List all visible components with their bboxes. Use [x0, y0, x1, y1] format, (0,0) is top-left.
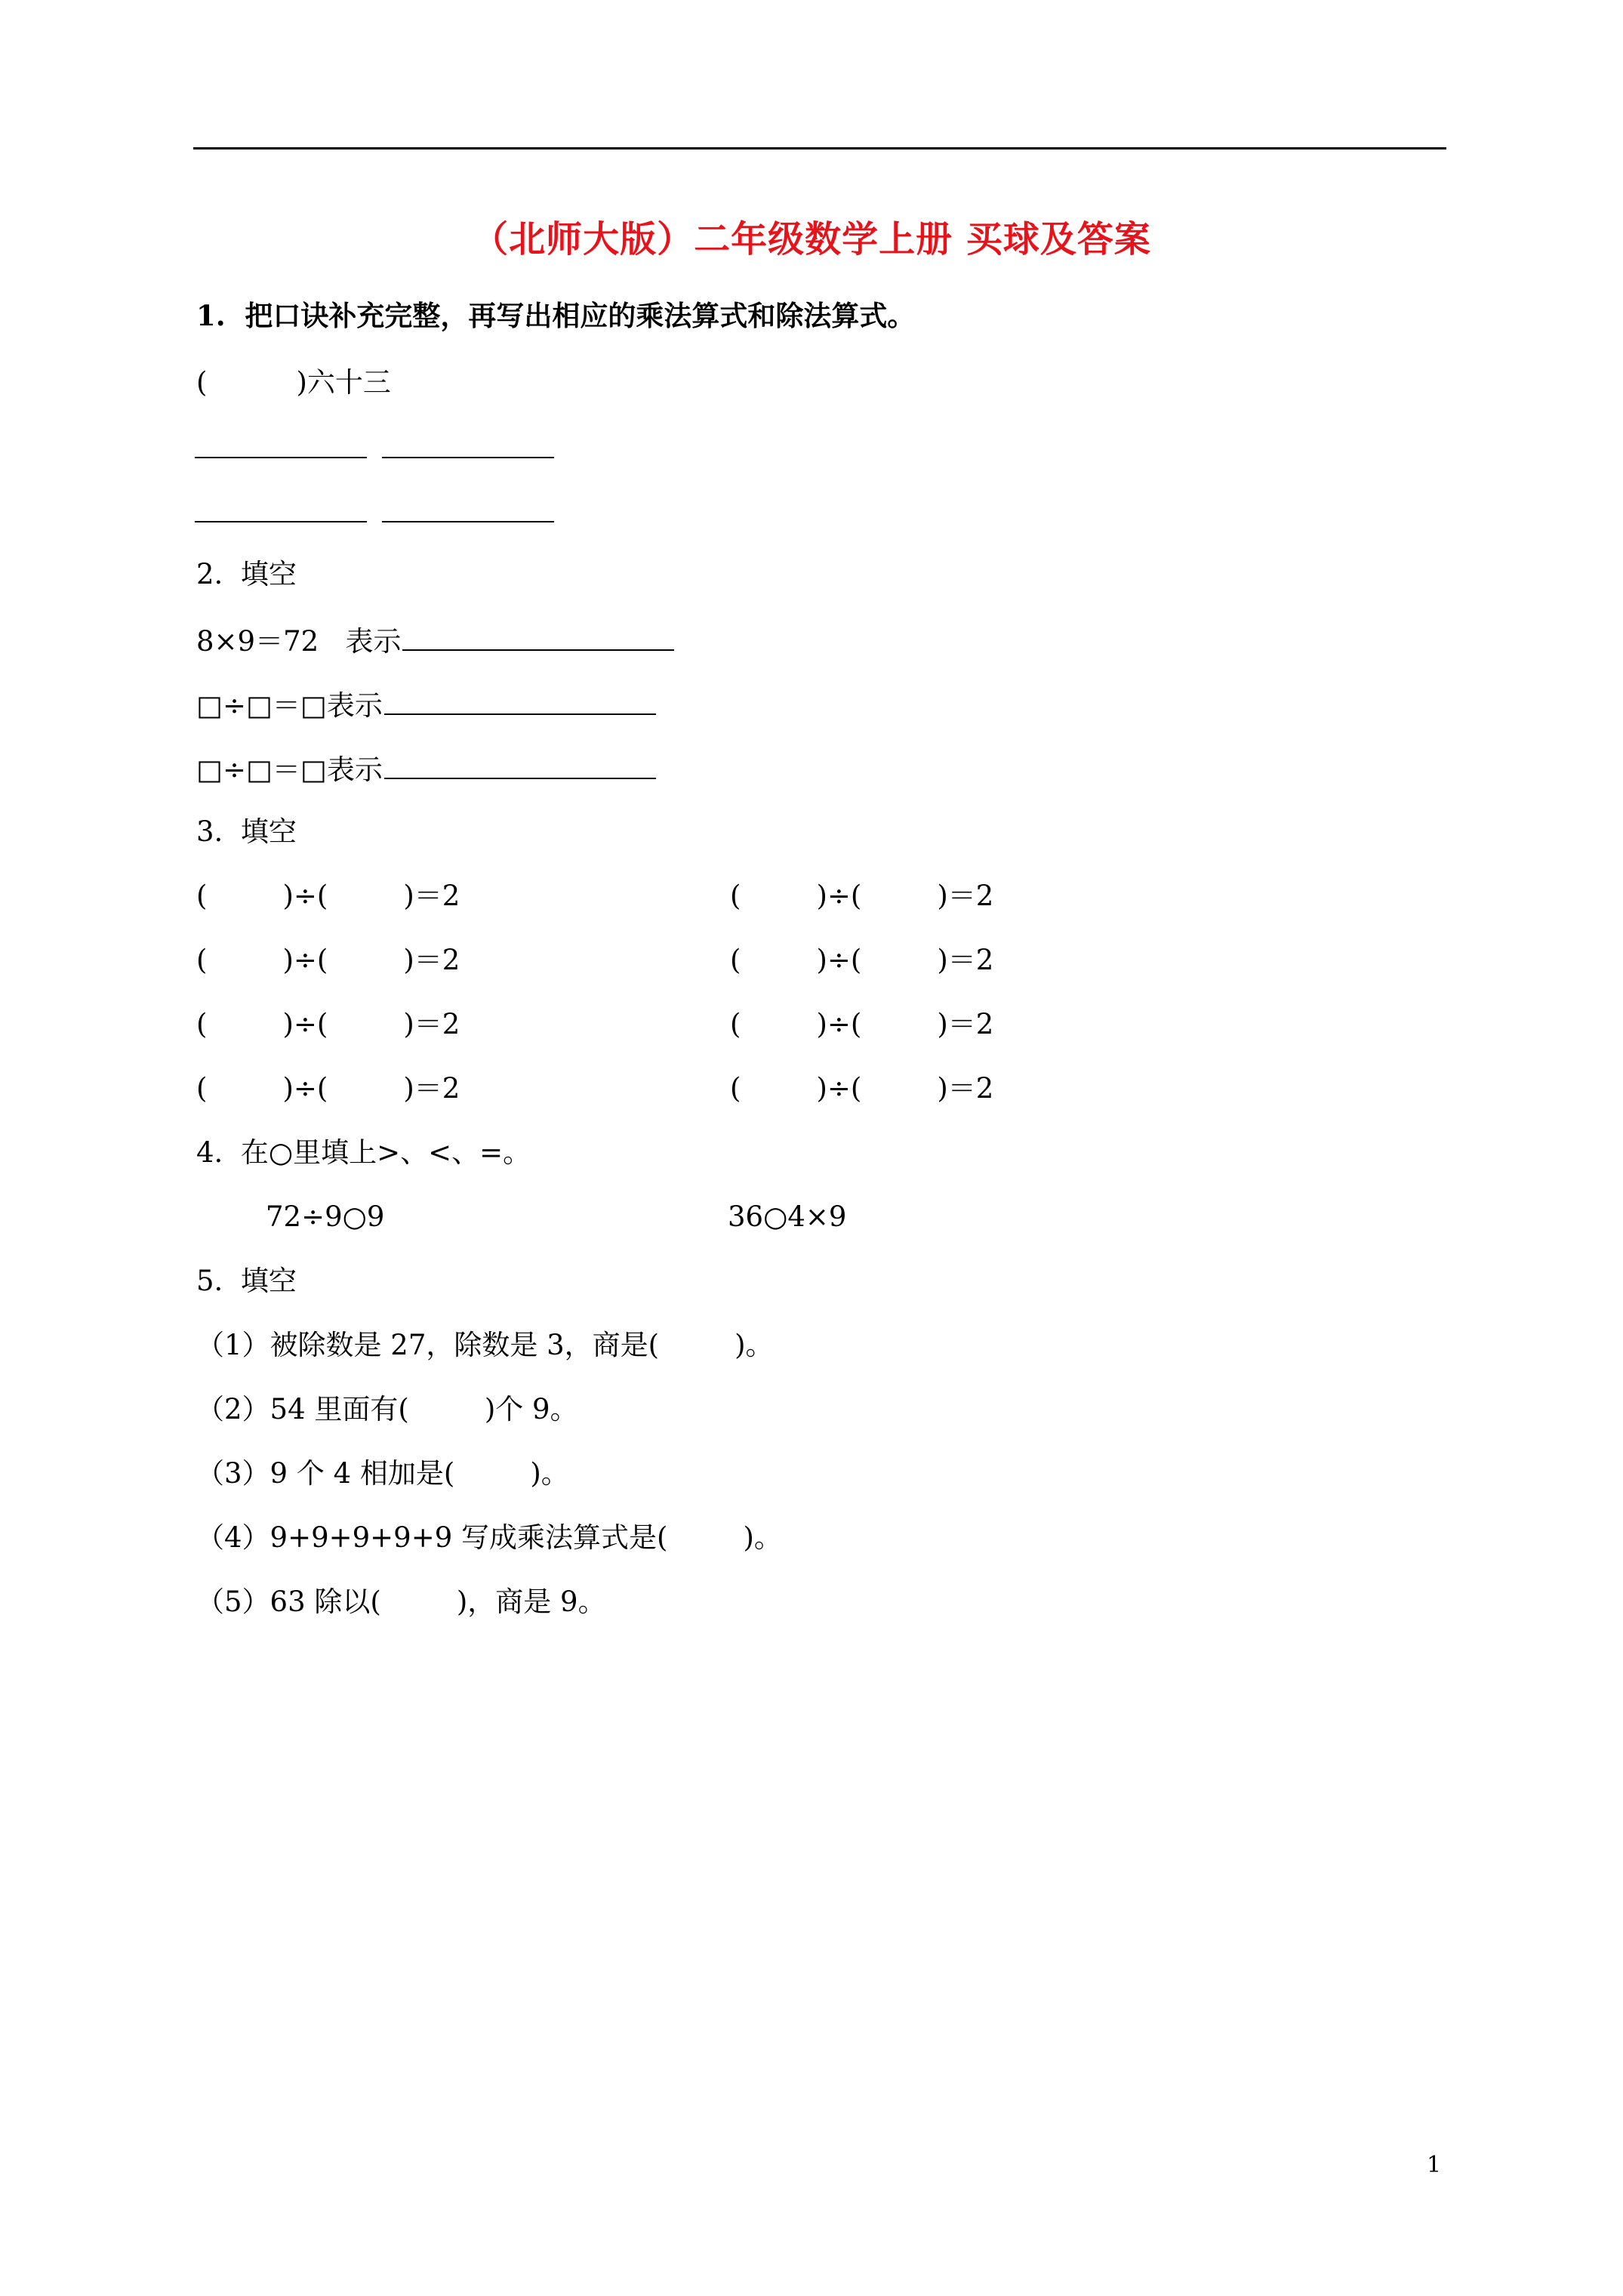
q4-right-expression: 36○4×9 [728, 1200, 847, 1233]
q3-paren: ( [730, 1008, 741, 1040]
q3-divide: )÷( [816, 1072, 862, 1105]
q1-answer-line[interactable] [195, 521, 367, 522]
q5-item-text: （3）9 个 4 相加是( [196, 1457, 455, 1490]
q5-item-end: )，商是 9。 [456, 1586, 606, 1618]
q5-item [196, 1588, 606, 1616]
q5-item-end: )。 [735, 1329, 774, 1361]
q3-divide: )÷( [282, 1072, 328, 1105]
q4-left-expression: 72÷9○9 [266, 1200, 385, 1233]
q2-row [196, 754, 656, 784]
q5-heading: 5. 填空 [196, 1265, 297, 1297]
q1-answer-line[interactable] [382, 521, 554, 522]
q3-paren: ( [196, 1072, 208, 1105]
q5-item-end: )个 9。 [484, 1393, 578, 1425]
q2-row [196, 689, 656, 720]
q3-result: )＝2 [403, 1072, 460, 1105]
page-title: （北师大版）二年级数学上册 买球及答案 [472, 218, 1151, 260]
q3-result: )＝2 [937, 944, 994, 976]
q3-paren: ( [730, 944, 741, 976]
q3-row-right [730, 1072, 994, 1105]
q5-item [196, 1331, 774, 1359]
q3-row-right [730, 946, 993, 974]
q1-verse-close: )六十三 [296, 366, 391, 399]
q1-answer-line[interactable] [195, 457, 367, 458]
q3-divide: )÷( [282, 880, 328, 912]
q3-result: )＝2 [937, 1008, 994, 1040]
q5-item-end: )。 [530, 1457, 569, 1490]
page-number: 1 [1427, 2152, 1442, 2178]
q3-row-right [730, 882, 993, 910]
q2-answer-line[interactable] [402, 625, 674, 651]
q5-item-text: （1）被除数是 27，除数是 3，商是( [196, 1329, 660, 1361]
q3-result: )＝2 [403, 944, 460, 976]
q2-answer-line[interactable] [384, 754, 656, 779]
q5-item [196, 1395, 578, 1423]
q1-answer-line[interactable] [382, 457, 554, 458]
q2-row [196, 625, 674, 658]
q3-divide: )÷( [282, 944, 328, 976]
q3-result: )＝2 [403, 1008, 460, 1040]
q3-result: )＝2 [937, 880, 994, 912]
q5-item-text: （2）54 里面有( [196, 1393, 409, 1425]
q3-paren: ( [196, 880, 208, 912]
q1-verse-open: ( [196, 366, 208, 399]
q3-divide: )÷( [816, 880, 862, 912]
q2-answer-line[interactable] [384, 689, 656, 715]
q3-row-left [196, 882, 460, 910]
q3-paren: ( [730, 1072, 741, 1105]
q3-paren: ( [730, 880, 741, 912]
header-rule [193, 147, 1446, 149]
q3-heading: 3. 填空 [196, 815, 297, 848]
q4-heading: 4. 在○里填上>、<、=。 [196, 1136, 531, 1169]
q2-heading: 2. 填空 [196, 558, 297, 590]
q2-row-text: 8×9＝72 表示 [196, 625, 402, 658]
q3-paren: ( [196, 1008, 208, 1040]
q3-divide: )÷( [816, 1008, 862, 1040]
q3-row-right [730, 1010, 993, 1038]
q3-row-left [196, 1010, 460, 1038]
q1-heading: 1. 把口诀补充完整，再写出相应的乘法算式和除法算式。 [196, 299, 916, 332]
q5-item [196, 1521, 782, 1554]
q1-verse [196, 366, 391, 399]
q3-divide: )÷( [282, 1008, 328, 1040]
q3-result: )＝2 [937, 1072, 994, 1105]
q3-row-left [196, 946, 460, 974]
q5-item-text: （4）9+9+9+9+9 写成乘法算式是( [196, 1521, 668, 1554]
q5-item-end: )。 [743, 1521, 782, 1554]
q3-row-left [196, 1072, 460, 1105]
q5-item [196, 1457, 569, 1490]
q3-paren: ( [196, 944, 208, 976]
q2-row-text: □÷□＝□表示 [196, 689, 383, 722]
q3-divide: )÷( [816, 944, 862, 976]
q2-row-text: □÷□＝□表示 [196, 754, 383, 786]
q5-item-text: （5）63 除以( [196, 1586, 381, 1618]
q3-result: )＝2 [403, 880, 460, 912]
